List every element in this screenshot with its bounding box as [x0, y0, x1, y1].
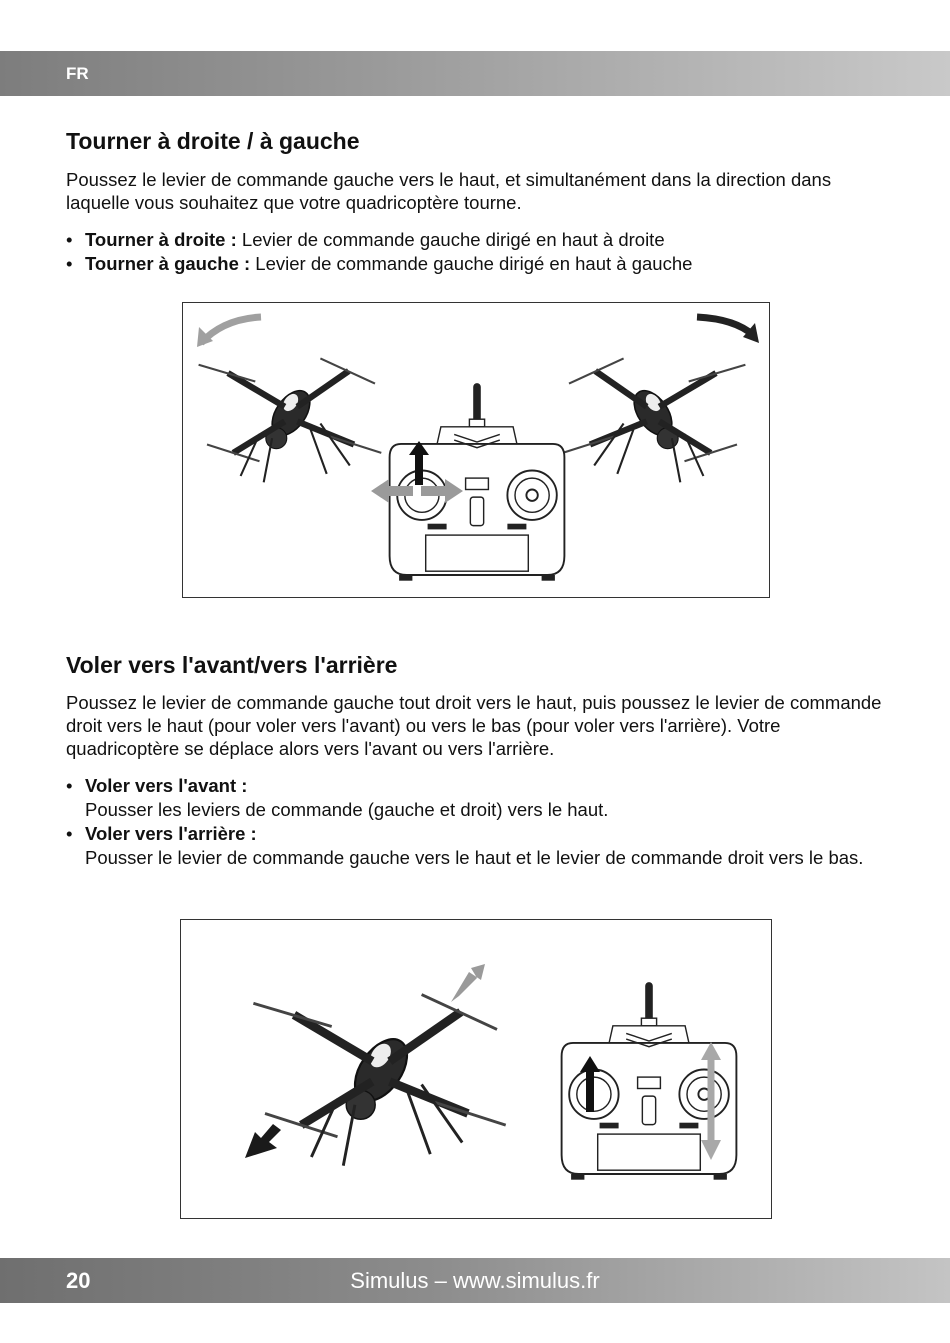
- forward-backward-illustration-svg: [181, 920, 771, 1218]
- bullet-dot: •: [66, 229, 73, 250]
- footer-bar: [0, 1258, 950, 1303]
- figure-turn-illustration: [182, 302, 770, 598]
- bullet-term: Voler vers l'arrière :: [85, 823, 257, 844]
- drone-image: [253, 995, 505, 1166]
- bullet-term: Tourner à droite :: [85, 229, 237, 250]
- header-bar: [0, 51, 950, 96]
- section-title-turn: Tourner à droite / à gauche: [66, 128, 360, 154]
- bullet-list-forward-backward: [66, 774, 896, 870]
- turn-illustration-svg: [183, 303, 769, 597]
- bullet-text: Levier de commande gauche dirigé en haut à droite: [236, 229, 665, 250]
- list-item: [66, 774, 896, 822]
- list-item: [66, 228, 896, 252]
- figure-forward-backward-illustration: [180, 919, 772, 1219]
- section-title-forward-backward: Voler vers l'avant/vers l'arrière: [66, 652, 398, 678]
- bullet-term: Tourner à gauche :: [85, 253, 251, 274]
- bullet-text: Pousser le levier de commande gauche vers le haut et le levier de commande droit vers le bas.: [85, 847, 864, 868]
- page-number: 20: [66, 1268, 91, 1293]
- bullet-dot: •: [66, 823, 73, 844]
- bullet-text: Pousser les leviers de commande (gauche et droit) vers le haut.: [85, 799, 609, 820]
- bullet-list-turn: [66, 228, 896, 276]
- footer-website: Simulus – www.simulus.fr: [350, 1268, 600, 1293]
- drone-left-image: [199, 358, 382, 482]
- bullet-dot: •: [66, 775, 73, 796]
- bullet-dot: •: [66, 253, 73, 274]
- list-item: [66, 252, 896, 276]
- bullet-text: Levier de commande gauche dirigé en haut à gauche: [250, 253, 693, 274]
- drone-right-image: [563, 358, 746, 482]
- language-tag: FR: [66, 64, 89, 83]
- section-intro-forward-backward: Poussez le levier de commande gauche tout droit vers le haut, puis poussez le levier de commande droit vers le haut (pour voler vers l'avant) ou vers le bas (pour voler vers l'arrière). Votre quadricoptère se déplace alors vers l'avant ou vers l'arrière.: [66, 692, 882, 759]
- list-item: [66, 822, 896, 870]
- section-intro-turn: Poussez le levier de commande gauche vers le haut, et simultanément dans la direction dans laquelle vous souhaitez que votre quadricoptère tourne.: [66, 169, 832, 213]
- bullet-term: Voler vers l'avant :: [85, 775, 248, 796]
